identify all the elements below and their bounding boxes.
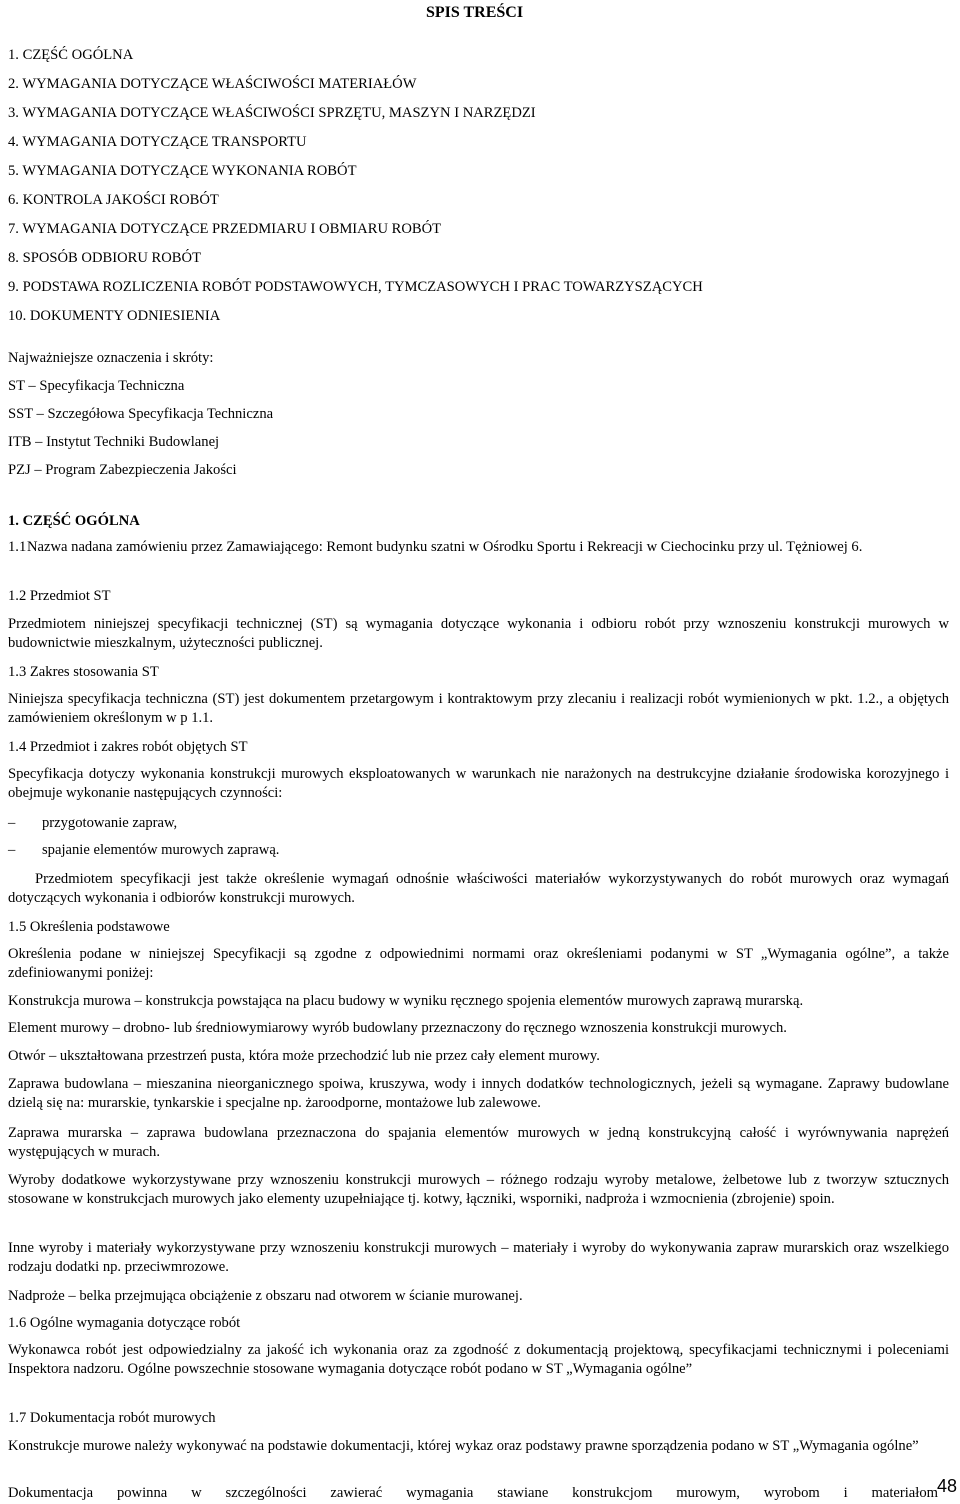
definition: Zaprawa budowlana – mieszanina nieorganicznego spoiwa, kruszywa, wody i innych dodatków technologicznych, jeżeli są wymagane. Zaprawy budowlane dzielą się na: murarskie, tynkarskie i specjalne np. żaroodporne, montażowe lub zalewowe. [8,1076,949,1111]
list-item [8,842,279,859]
list-item-text: przygotowanie zapraw, [42,815,178,831]
definition: Zaprawa murarska – zaprawa budowlana przeznaczona do spajania elementów murowych w jedną konstrukcyjną całość i wyrównywania naprężeń występujących w murach. [8,1125,949,1160]
paragraph-text-content: Nazwa nadana zamówieniu przez Zamawiającego: Remont budynku szatni w Ośrodku Sportu i Rekreacji w Ciechocinku przy ul. Tężniowej 6. [27,539,863,555]
definition: Element murowy – drobno- lub średniowymiarowy wyrób budowlany przeznaczony do ręcznego wznoszenia konstrukcji murowych. [8,1020,787,1036]
paragraph-number: 1.1 [8,539,27,555]
dash-marker: – [8,815,16,831]
abbreviation-item: PZJ – Program Zabezpieczenia Jakości [8,462,237,478]
subsection-heading: 1.6 Ogólne wymagania dotyczące robót [8,1315,241,1331]
toc-item: 6. KONTROLA JAKOŚCI ROBÓT [8,192,219,208]
paragraph: Wykonawca robót jest odpowiedzialny za jakość ich wykonania oraz za zgodność z dokumentacją projektową, specyfikacjami technicznymi i poleceniami Inspektora nadzoru. Ogólne powszechnie stosowane wymagania dotyczące robót podano w ST „Wymagania ogólne” [8,1342,949,1377]
definition: Wyroby dodatkowe wykorzystywane przy wznoszeniu konstrukcji murowych – różnego rodzaju wyroby metalowe, żelbetowe lub z tworzyw sztucznych stosowane w konstrukcjach murowych jako elementy uzupełniające tj. kotwy, łączniki, wsporniki, nadproża i wzmocnienia (zbrojenie) spoin. [8,1172,949,1207]
table-of-contents [8,45,703,335]
toc-item: 1. CZĘŚĆ OGÓLNA [8,47,134,63]
toc-item: 3. WYMAGANIA DOTYCZĄCE WŁAŚCIWOŚCI SPRZĘTU, MASZYN I NARZĘDZI [8,105,536,121]
paragraph: Przedmiotem niniejszej specyfikacji technicznej (ST) są wymagania dotyczące wykonania i odbioru robót przy wznoszeniu konstrukcji murowych w budownictwie mieszkalnym, użyteczności publicznej. [8,616,949,651]
section-heading: 1. CZĘŚĆ OGÓLNA [8,513,140,529]
toc-item: 4. WYMAGANIA DOTYCZĄCE TRANSPORTU [8,134,307,150]
paragraph: Przedmiotem specyfikacji jest także określenie wymagań odnośnie właściwości materiałów wykorzystywanych do robót murowych oraz wymagań dotyczących wykonania i odbiorów konstrukcji murowych. [8,871,949,906]
abbreviations-heading: Najważniejsze oznaczenia i skróty: [8,350,214,366]
page-number: 48 [937,1476,958,1496]
paragraph-text [8,538,949,557]
paragraph: Niniejsza specyfikacja techniczna (ST) jest dokumentem przetargowym i kontraktowym przy zlecaniu i realizacji robót wymienionych w pkt. 1.2., a objętych zamówieniem określonym w p 1.1. [8,691,949,726]
abbreviation-item: ITB – Instytut Techniki Budowlanej [8,434,220,450]
list-item [8,815,177,832]
definition: Inne wyroby i materiały wykorzystywane przy wznoszeniu konstrukcji murowych – materiały i wyroby do wykonywania zapraw murarskich oraz wszelkiego rodzaju dodatki np. przeciwmrozowe. [8,1240,949,1275]
toc-item: 5. WYMAGANIA DOTYCZĄCE WYKONANIA ROBÓT [8,163,357,179]
definition: Nadproże – belka przejmująca obciążenie z obszaru nad otworem w ścianie murowanej. [8,1288,523,1304]
subsection-heading: 1.2 Przedmiot ST [8,588,111,604]
subsection-heading: 1.4 Przedmiot i zakres robót objętych ST [8,739,248,755]
list-item-text: spajanie elementów murowych zaprawą. [42,842,280,858]
abbreviation-item: SST – Szczegółowa Specyfikacja Techniczna [8,406,274,422]
subsection-heading: 1.3 Zakres stosowania ST [8,664,159,680]
dash-marker: – [8,842,16,858]
paragraph: Specyfikacja dotyczy wykonania konstrukcji murowych eksploatowanych w warunkach nie narażonych na destrukcyjne działanie środowiska korozyjnego i obejmuje wykonanie następujących czynności: [8,766,949,801]
toc-item: 9. PODSTAWA ROZLICZENIA ROBÓT PODSTAWOWYCH, TYMCZASOWYCH I PRAC TOWARZYSZĄCYCH [8,279,703,295]
paragraph: Określenia podane w niniejszej Specyfikacji są zgodne z odpowiednimi normami oraz określeniami podanymi w ST „Wymagania ogólne”, a także zdefiniowanymi poniżej: [8,946,949,981]
paragraph: Konstrukcje murowe należy wykonywać na podstawie dokumentacji, której wykaz oraz podstawy prawne sporządzenia podano w ST „Wymagania ogólne” [8,1438,919,1454]
definition: Konstrukcja murowa – konstrukcja powstająca na placu budowy w wyniku ręcznego spojenia elementów murowych zaprawą murarską. [8,993,804,1009]
toc-item: 2. WYMAGANIA DOTYCZĄCE WŁAŚCIWOŚCI MATERIAŁÓW [8,76,417,92]
toc-item: 8. SPOSÓB ODBIORU ROBÓT [8,250,201,266]
paragraph: Dokumentacja powinna w szczególności zawierać wymagania stawiane konstrukcjom murowym, wyrobom i materiałom [8,1485,938,1501]
definition: Otwór – ukształtowana przestrzeń pusta, która może przechodzić lub nie przez cały element murowy. [8,1048,600,1064]
page-title: SPIS TREŚCI [426,4,524,21]
paragraph-1-1 [8,538,949,557]
abbreviation-item: ST – Specyfikacja Techniczna [8,378,185,394]
toc-item: 10. DOKUMENTY ODNIESIENIA [8,308,221,324]
subsection-heading: 1.5 Określenia podstawowe [8,919,170,935]
subsection-heading: 1.7 Dokumentacja robót murowych [8,1410,216,1426]
abbreviations-list [8,348,273,488]
toc-item: 7. WYMAGANIA DOTYCZĄCE PRZEDMIARU I OBMIARU ROBÓT [8,221,442,237]
